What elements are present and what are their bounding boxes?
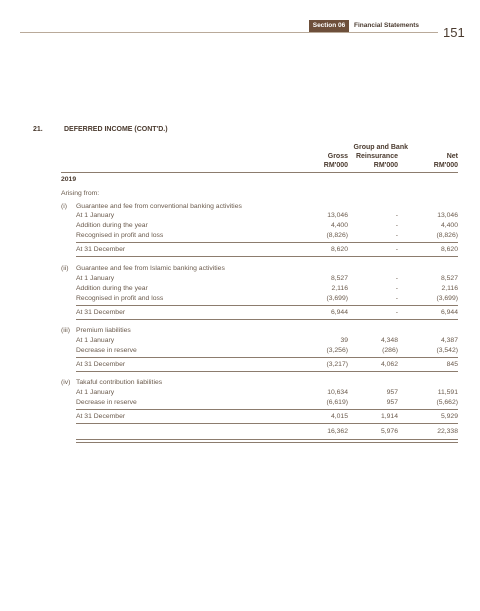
total-row <box>0 308 480 318</box>
gross-value: 2,116 <box>331 285 348 292</box>
year-row <box>0 175 480 185</box>
section-heading: Guarantee and fee from Islamic banking activities <box>76 265 225 272</box>
gross-value: (8,826) <box>326 232 348 239</box>
table-row <box>0 336 480 346</box>
table-row <box>0 231 480 241</box>
gross-grand-total: 16,362 <box>327 428 348 435</box>
page-number: 151 <box>443 25 465 40</box>
table-row <box>0 284 480 294</box>
arising-from-label: Arising from: <box>61 190 100 197</box>
year-label: 2019 <box>61 176 77 183</box>
reinsurance-value: - <box>395 212 398 219</box>
reinsurance-value: (286) <box>382 347 398 354</box>
reinsurance-total: - <box>395 309 398 316</box>
gross-value: (3,256) <box>326 347 348 354</box>
reinsurance-grand-total: 5,976 <box>380 428 398 435</box>
reinsurance-value: 957 <box>386 399 398 406</box>
table-row <box>0 221 480 231</box>
section-heading: Guarantee and fee from conventional banking activities <box>76 203 242 210</box>
net-total: 845 <box>446 361 458 368</box>
net-heading: Net <box>446 153 458 160</box>
net-total: 5,929 <box>440 413 458 420</box>
gross-value: (3,699) <box>326 295 348 302</box>
gross-total: 8,620 <box>330 246 348 253</box>
net-value: 2,116 <box>441 285 458 292</box>
gross-value: 39 <box>340 337 348 344</box>
total-rule <box>76 423 458 424</box>
section-number: (ii) <box>61 265 69 272</box>
gross-unit: RM'000 <box>323 162 348 169</box>
table-row <box>0 398 480 408</box>
gross-value: 4,400 <box>330 222 348 229</box>
note-heading: DEFERRED INCOME (CONT'D.) <box>64 126 168 133</box>
net-value: 11,591 <box>437 389 458 396</box>
gross-value: (6,619) <box>326 399 348 406</box>
header-rule <box>20 32 438 33</box>
row-label: At 1 January <box>76 212 115 219</box>
net-total: 6,944 <box>440 309 458 316</box>
row-label: Decrease in reserve <box>76 347 137 354</box>
reinsurance-value: - <box>395 275 398 282</box>
reinsurance-value: - <box>395 232 398 239</box>
table-row <box>0 388 480 398</box>
subtotal-rule <box>76 409 458 410</box>
subtotal-rule <box>76 305 458 306</box>
net-value: (5,662) <box>436 399 458 406</box>
net-value: 4,400 <box>440 222 458 229</box>
total-row <box>0 245 480 255</box>
section-number: (iii) <box>61 327 71 334</box>
grand-total-double-rule <box>76 439 458 443</box>
total-label: At 31 December <box>76 309 126 316</box>
total-row <box>0 360 480 370</box>
section-title: Financial Statements <box>354 22 420 29</box>
total-label: At 31 December <box>76 413 126 420</box>
subtotal-rule <box>76 242 458 243</box>
row-label: Decrease in reserve <box>76 399 137 406</box>
row-label: Recognised in profit and loss <box>76 232 164 239</box>
section-title-row <box>0 378 480 388</box>
net-value: (3,542) <box>436 347 458 354</box>
row-label: Addition during the year <box>76 285 148 292</box>
gross-total: 4,015 <box>330 413 348 420</box>
row-label: At 1 January <box>76 389 115 396</box>
total-rule <box>76 256 458 257</box>
net-value: 13,046 <box>437 212 458 219</box>
gross-total: 6,944 <box>330 309 348 316</box>
reinsurance-total: 1,914 <box>380 413 398 420</box>
total-row <box>0 412 480 422</box>
reinsurance-value: 4,348 <box>380 337 398 344</box>
reinsurance-value: 957 <box>386 389 398 396</box>
reinsurance-value: - <box>395 285 398 292</box>
row-label: Recognised in profit and loss <box>76 295 164 302</box>
reinsurance-value: - <box>395 295 398 302</box>
net-grand-total: 22,338 <box>437 428 458 435</box>
section-tab: Section 06 <box>309 20 349 32</box>
section-heading: Premium liabilities <box>76 327 131 334</box>
total-rule <box>76 319 458 320</box>
note-number: 21. <box>33 126 43 133</box>
section-number: (iv) <box>61 379 71 386</box>
table-row <box>0 294 480 304</box>
gross-value: 8,527 <box>330 275 348 282</box>
net-value: (3,699) <box>436 295 458 302</box>
net-value: (8,826) <box>436 232 458 239</box>
arising-from-row <box>0 189 480 199</box>
row-label: At 1 January <box>76 337 115 344</box>
row-label: At 1 January <box>76 275 115 282</box>
table-row <box>0 346 480 356</box>
section-number: (i) <box>61 203 68 210</box>
note-title <box>33 126 168 133</box>
gross-value: 13,046 <box>327 212 348 219</box>
row-label: Addition during the year <box>76 222 148 229</box>
section-title-row <box>0 326 480 336</box>
reinsurance-heading: Reinsurance <box>355 153 398 160</box>
reinsurance-total: - <box>395 246 398 253</box>
reinsurance-value: - <box>395 222 398 229</box>
gross-value: 10,634 <box>327 389 348 396</box>
reinsurance-unit: RM'000 <box>373 162 398 169</box>
gross-heading: Gross <box>327 153 348 160</box>
gross-total: (3,217) <box>326 361 348 368</box>
net-total: 8,620 <box>440 246 458 253</box>
net-unit: RM'000 <box>433 162 458 169</box>
section-heading: Takaful contribution liabilities <box>76 379 163 386</box>
total-label: At 31 December <box>76 246 126 253</box>
section-title-row <box>0 264 480 274</box>
table-row <box>0 211 480 221</box>
total-rule <box>76 371 458 372</box>
net-value: 8,527 <box>440 275 458 282</box>
group-and-bank-heading: Group and Bank <box>353 144 408 151</box>
subtotal-rule <box>76 357 458 358</box>
reinsurance-total: 4,062 <box>380 361 398 368</box>
header-divider <box>61 172 458 173</box>
total-label: At 31 December <box>76 361 126 368</box>
table-row <box>0 274 480 284</box>
grand-total-row <box>0 427 480 437</box>
net-value: 4,387 <box>440 337 458 344</box>
